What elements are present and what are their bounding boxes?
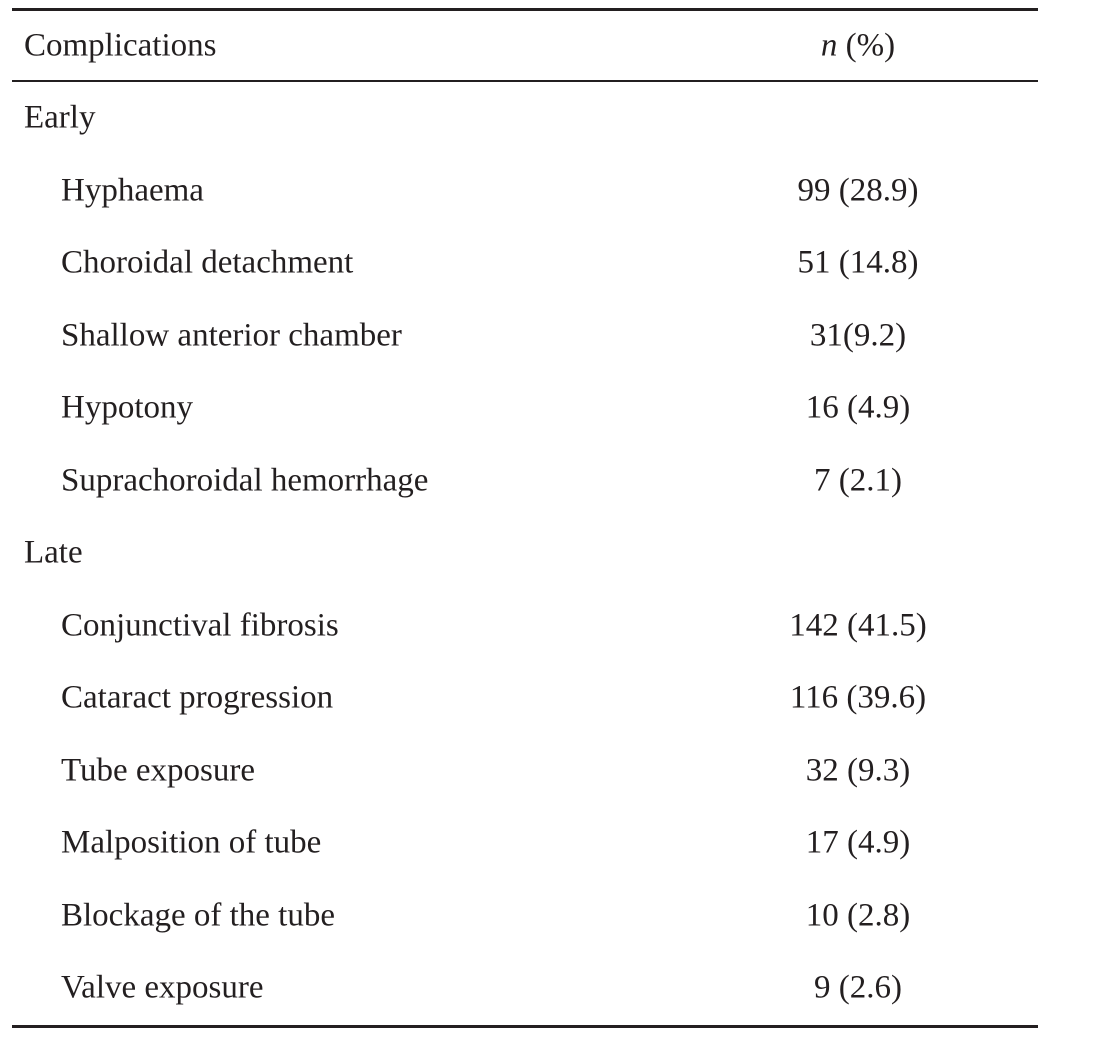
row-value: 17 (4.9) <box>805 824 911 861</box>
section-heading-late <box>12 517 1038 590</box>
table-row <box>12 662 1038 735</box>
row-label: Malposition of tube <box>61 824 322 861</box>
row-label: Shallow anterior chamber <box>61 317 402 354</box>
section-title: Late <box>24 534 83 571</box>
column-header-n: n <box>820 27 838 63</box>
table-row <box>12 445 1038 518</box>
section-heading-early <box>12 82 1038 155</box>
row-value: 51 (14.8) <box>797 244 919 281</box>
row-value: 9 (2.6) <box>814 969 902 1006</box>
row-value: 32 (9.3) <box>805 752 911 789</box>
row-label: Conjunctival fibrosis <box>61 607 339 644</box>
column-header-complications: Complications <box>24 27 217 63</box>
row-value: 31(9.2) <box>809 317 907 354</box>
row-label: Tube exposure <box>61 752 256 789</box>
table-row <box>12 952 1038 1025</box>
table-row <box>12 155 1038 228</box>
table-bottom-rule <box>12 1025 1038 1028</box>
row-value: 7 (2.1) <box>814 462 902 499</box>
row-label: Valve exposure <box>61 969 264 1006</box>
row-value: 99 (28.9) <box>797 172 919 209</box>
row-label: Blockage of the tube <box>61 897 335 934</box>
section-title: Early <box>24 99 96 136</box>
table-row <box>12 227 1038 300</box>
table-row <box>12 735 1038 808</box>
row-label: Choroidal detachment <box>61 244 354 281</box>
table-row <box>12 807 1038 880</box>
row-value: 16 (4.9) <box>805 389 911 426</box>
row-value: 10 (2.8) <box>805 897 911 934</box>
row-label: Suprachoroidal hemorrhage <box>61 462 429 499</box>
column-header-percent: (%) <box>837 27 896 63</box>
table-row <box>12 590 1038 663</box>
row-label: Hyphaema <box>61 172 204 209</box>
table-row <box>12 372 1038 445</box>
row-value: 142 (41.5) <box>789 607 927 644</box>
row-label: Hypotony <box>61 389 193 426</box>
row-label: Cataract progression <box>61 679 334 716</box>
table-row <box>12 880 1038 953</box>
table-header-row <box>12 11 1038 80</box>
row-value: 116 (39.6) <box>789 679 927 716</box>
column-header-n-percent <box>821 29 895 62</box>
table-row <box>12 300 1038 373</box>
complications-table <box>12 8 1038 1028</box>
